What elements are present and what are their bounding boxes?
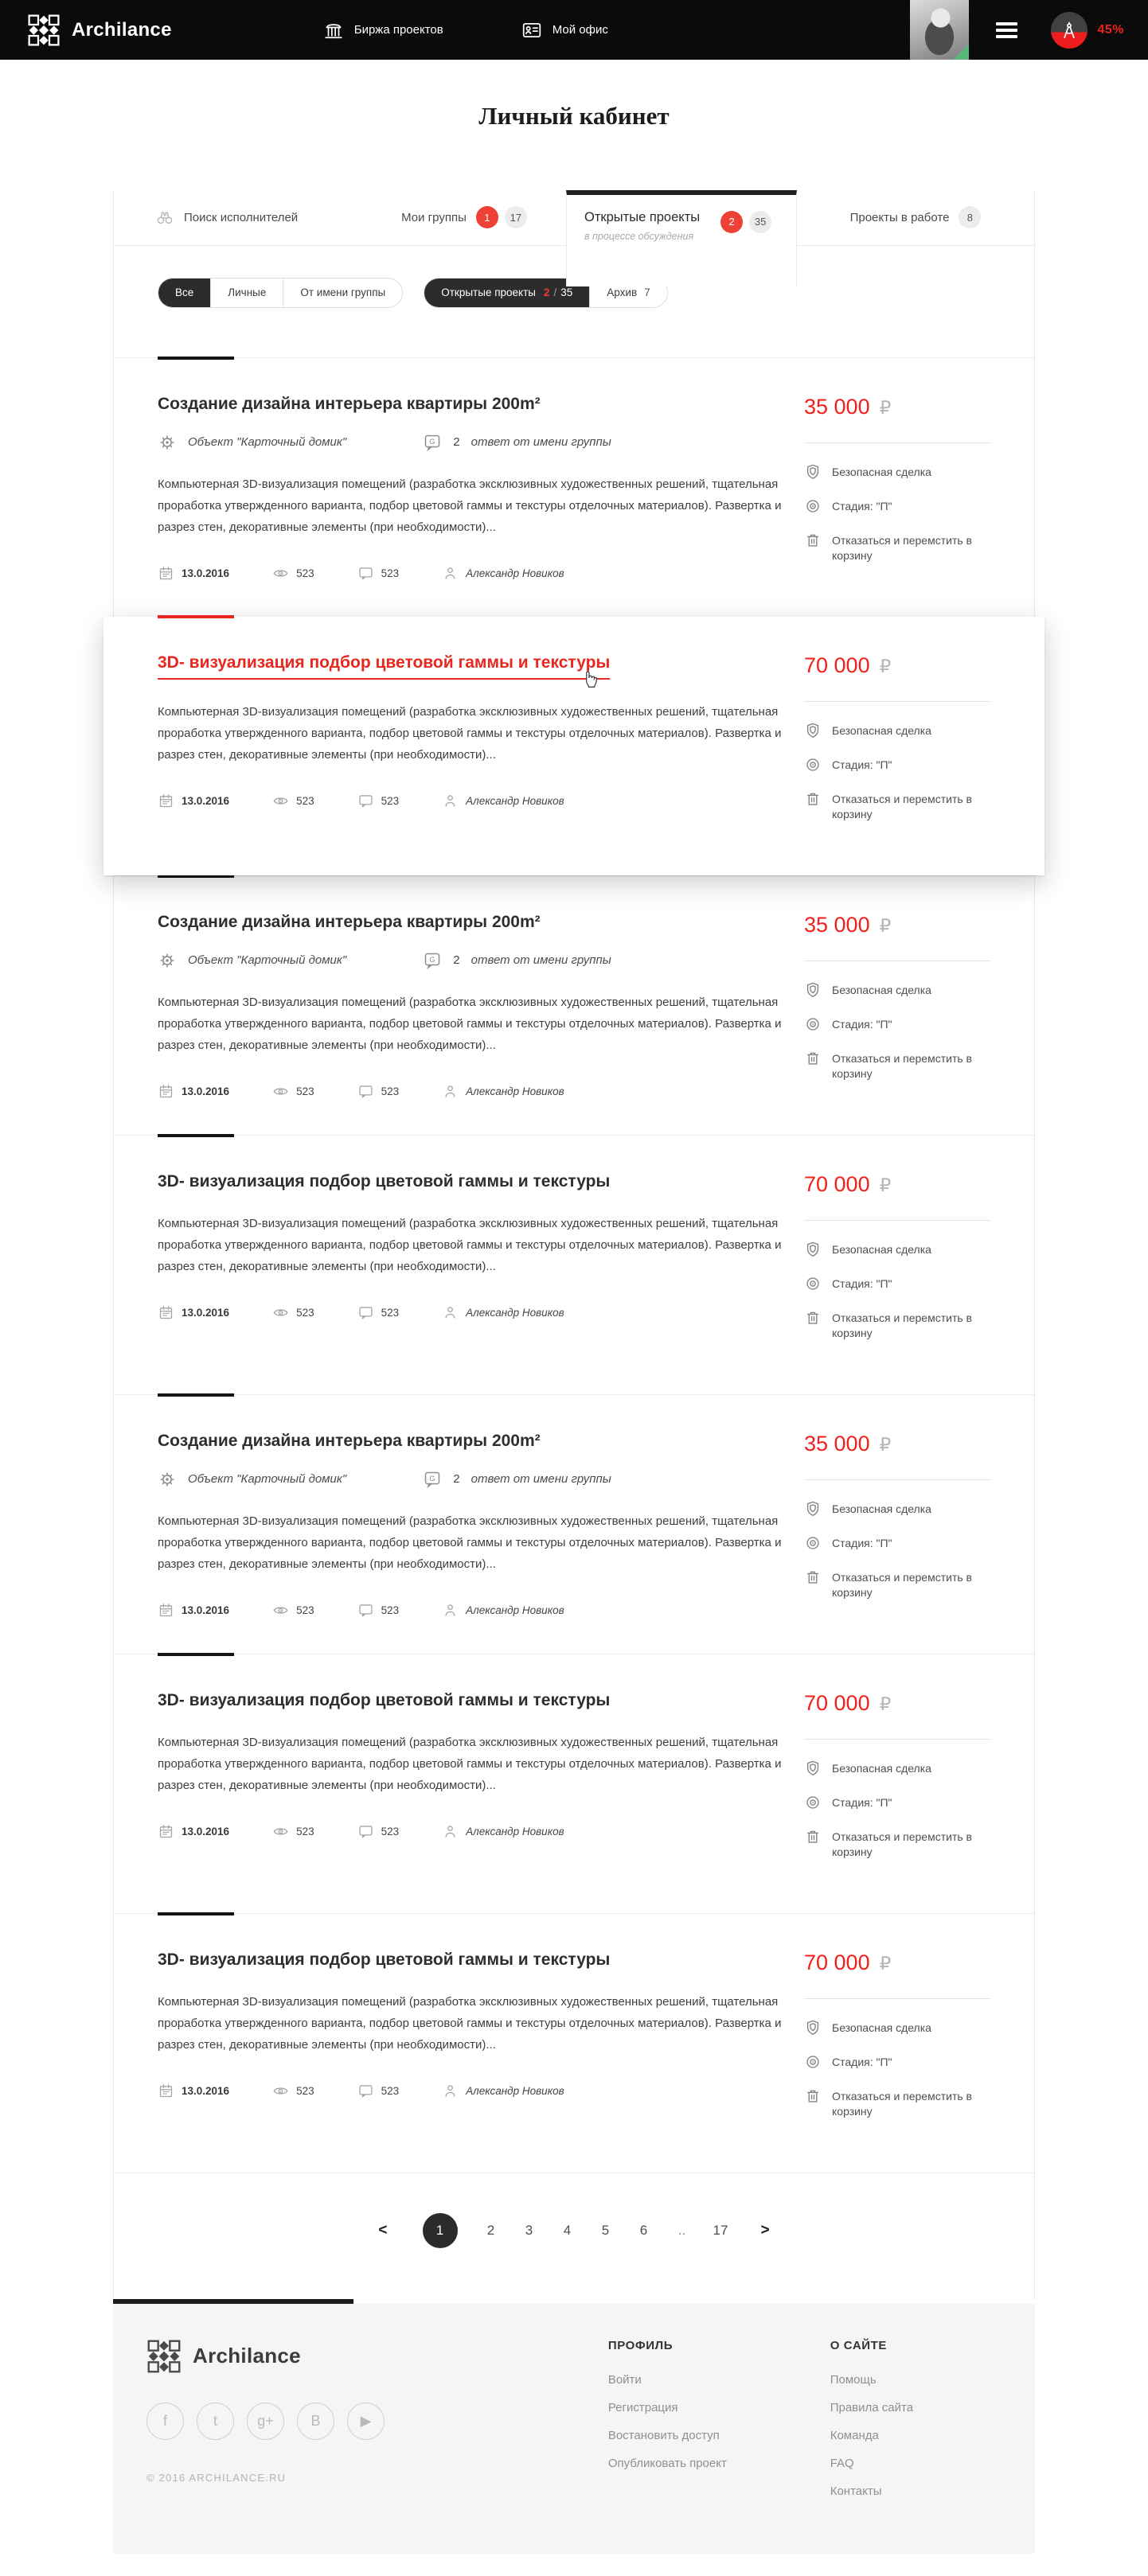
stage-label: Стадия: "П" xyxy=(804,2055,990,2071)
person-icon xyxy=(442,793,459,809)
hamburger-menu-icon[interactable] xyxy=(996,19,1017,41)
stat-comments: 523 xyxy=(357,565,400,582)
project-author-link[interactable]: Александр Новиков xyxy=(442,793,564,809)
stat-views: 523 xyxy=(272,1083,314,1100)
project-description: Компьютерная 3D-визуализация помещений (разработка эксклюзивных художественных решений, тщательная проработка утвержденного варианта, подбор цветовой гаммы и текстуры отделочных материалов). Развертка и разрез стен, декоративные элементы (при необходимости)... xyxy=(158,995,782,1052)
project-side-panel xyxy=(804,1951,990,2138)
footer-link-login[interactable]: Войти xyxy=(607,2372,642,2387)
stat-views: 523 xyxy=(272,1823,314,1840)
side-divider xyxy=(804,701,990,702)
person-icon xyxy=(442,1083,459,1100)
comment-icon xyxy=(357,1304,374,1321)
person-icon xyxy=(442,565,459,582)
trash-icon xyxy=(804,1828,822,1845)
project-side-panel xyxy=(804,1172,990,1359)
project-card xyxy=(114,357,1034,617)
target-icon xyxy=(804,497,822,515)
calendar-icon xyxy=(158,565,174,582)
project-object-link[interactable]: Объект "Карточный домик" xyxy=(158,433,346,452)
copyright: © 2016 ARCHILANCE.RU xyxy=(146,2471,287,2484)
safe-deal-label: Безопасная сделка xyxy=(804,983,990,999)
side-divider xyxy=(804,1739,990,1740)
stat-views: 523 xyxy=(272,565,314,582)
footer-link-team[interactable]: Команда xyxy=(830,2428,879,2442)
side-divider xyxy=(804,1998,990,1999)
target-icon xyxy=(804,1794,822,1811)
stat-date: 13.0.2016 xyxy=(158,565,229,582)
project-price: 35 000 ₽ xyxy=(804,1431,892,1456)
project-stats xyxy=(158,1304,791,1321)
gear-icon xyxy=(158,433,177,452)
nav-my-office[interactable]: Мой офис xyxy=(521,20,608,41)
project-side-panel xyxy=(804,1691,990,1878)
shield-icon xyxy=(804,1500,822,1518)
filter-personal[interactable]: Личные xyxy=(210,279,283,307)
badge-total: 35 xyxy=(749,211,771,233)
google-plus-icon[interactable]: g+ xyxy=(247,2403,284,2440)
shield-icon xyxy=(804,2019,822,2036)
profile-progress-percent: 45% xyxy=(1097,22,1124,37)
footer-col-profile-title: ПРОФИЛЬ xyxy=(607,2338,674,2352)
safe-deal-label: Безопасная сделка xyxy=(804,465,990,481)
currency-sign: ₽ xyxy=(879,1433,892,1455)
person-icon xyxy=(442,1304,459,1321)
shield-icon xyxy=(804,1760,822,1777)
project-side-panel xyxy=(804,1432,990,1619)
project-meta xyxy=(158,951,791,970)
comment-icon xyxy=(357,1823,374,1840)
group-replies-link[interactable]: 2 ответ от имени группы xyxy=(423,433,611,452)
project-meta xyxy=(158,433,791,452)
page-17[interactable]: 17 xyxy=(713,2222,728,2238)
side-divider xyxy=(804,442,990,443)
trash-icon xyxy=(804,1050,822,1067)
nav-project-exchange[interactable]: Биржа проектов xyxy=(323,20,443,41)
page-2[interactable]: 2 xyxy=(486,2222,495,2238)
tab-my-groups[interactable]: Мои группы 1 17 xyxy=(362,190,566,245)
stage-label: Стадия: "П" xyxy=(804,1795,990,1811)
footer-col-about-title: О САЙТЕ xyxy=(830,2338,887,2352)
behance-icon[interactable]: B xyxy=(297,2403,334,2440)
logo-grid-icon xyxy=(146,2339,182,2374)
pagination xyxy=(114,2173,1034,2299)
comment-icon xyxy=(357,1602,374,1619)
project-card xyxy=(114,1135,1034,1394)
project-description: Компьютерная 3D-визуализация помещений (разработка эксклюзивных художественных решений, тщательная проработка утвержденного варианта, подбор цветовой гаммы и текстуры отделочных материалов). Развертка и разрез стен, декоративные элементы (при необходимости)... xyxy=(158,1994,782,2052)
calendar-icon xyxy=(158,2083,174,2099)
eye-icon xyxy=(272,1304,289,1321)
project-description: Компьютерная 3D-визуализация помещений (разработка эксклюзивных художественных решений, тщательная проработка утвержденного варианта, подбор цветовой гаммы и текстуры отделочных материалов). Развертка и разрез стен, декоративные элементы (при необходимости)... xyxy=(158,704,782,762)
eye-icon xyxy=(272,1083,289,1100)
stat-views: 523 xyxy=(272,2083,314,2099)
page-1[interactable]: 1 xyxy=(423,2213,458,2248)
pagination-prev[interactable]: < xyxy=(378,2221,388,2239)
stage-label: Стадия: "П" xyxy=(804,1017,990,1033)
calendar-icon xyxy=(158,1602,174,1619)
shield-icon xyxy=(804,463,822,481)
project-title xyxy=(158,653,791,680)
chat-group-icon xyxy=(423,1470,442,1489)
discard-to-trash-button[interactable]: Отказаться и перемстить в корзину xyxy=(804,792,990,822)
profile-progress-circle[interactable] xyxy=(1051,12,1087,49)
shield-icon xyxy=(804,981,822,999)
project-title xyxy=(158,395,791,414)
project-title-link[interactable]: Создание дизайна интерьера квартиры 200m² xyxy=(158,1431,541,1450)
footer-link-rules[interactable]: Правила сайта xyxy=(830,2400,914,2414)
project-stats xyxy=(158,565,791,582)
eye-icon xyxy=(272,2083,289,2099)
project-title xyxy=(158,1691,791,1710)
project-stats xyxy=(158,1602,791,1619)
stat-comments: 523 xyxy=(357,1823,400,1840)
side-divider xyxy=(804,1220,990,1221)
page-6[interactable]: 6 xyxy=(639,2222,648,2238)
stat-comments: 523 xyxy=(357,793,400,809)
calendar-icon xyxy=(158,1083,174,1100)
eye-icon xyxy=(272,1823,289,1840)
project-title xyxy=(158,1951,791,1970)
project-stats xyxy=(158,793,791,809)
badge-total: 8 xyxy=(959,206,981,228)
side-divider xyxy=(804,1479,990,1480)
project-author-link[interactable]: Александр Новиков xyxy=(442,1823,564,1840)
brand-name: Archilance xyxy=(72,18,172,41)
project-price: 35 000 ₽ xyxy=(804,394,892,419)
discard-to-trash-button[interactable]: Отказаться и перемстить в корзину xyxy=(804,1570,990,1600)
eye-icon xyxy=(272,793,289,809)
discard-to-trash-button[interactable]: Отказаться и перемстить в корзину xyxy=(804,2089,990,2119)
footer-link-help[interactable]: Помощь xyxy=(830,2372,877,2387)
project-card xyxy=(114,1394,1034,1654)
calendar-icon xyxy=(158,793,174,809)
social-links xyxy=(146,2403,408,2440)
project-side-panel xyxy=(804,395,990,582)
tab-search-executors[interactable]: Поиск исполнителей xyxy=(114,190,362,245)
content-card xyxy=(113,190,1035,2299)
footer-link-contacts[interactable]: Контакты xyxy=(830,2484,882,2498)
eye-icon xyxy=(272,1602,289,1619)
stat-date: 13.0.2016 xyxy=(158,2083,229,2099)
project-card xyxy=(114,1913,1034,2173)
footer-brand[interactable]: Archilance xyxy=(146,2339,408,2374)
stat-comments: 523 xyxy=(357,1083,400,1100)
stat-date: 13.0.2016 xyxy=(158,1602,229,1619)
stage-label: Стадия: "П" xyxy=(804,1276,990,1292)
tab-open-projects[interactable]: Открытые проекты в процессе обсуждения 2 35 xyxy=(566,190,797,286)
project-side-panel xyxy=(804,653,990,840)
gear-icon xyxy=(158,951,177,970)
logo-grid-icon xyxy=(27,14,61,47)
footer-link-restore-access[interactable]: Востановить доступ xyxy=(607,2428,720,2442)
project-price: 70 000 ₽ xyxy=(804,653,892,677)
project-object-link[interactable]: Объект "Карточный домик" xyxy=(158,1470,346,1489)
stat-views: 523 xyxy=(272,793,314,809)
page-3[interactable]: 3 xyxy=(525,2222,533,2238)
project-author-link[interactable]: Александр Новиков xyxy=(442,1083,564,1100)
trash-icon xyxy=(804,2087,822,2105)
project-author-link[interactable]: Александр Новиков xyxy=(442,1602,564,1619)
currency-sign: ₽ xyxy=(879,396,892,418)
project-object-link[interactable]: Объект "Карточный домик" xyxy=(158,951,346,970)
stage-label: Стадия: "П" xyxy=(804,1536,990,1552)
youtube-icon[interactable]: ▶ xyxy=(347,2403,385,2440)
filter-from-group[interactable]: От имени группы xyxy=(283,279,402,307)
stat-comments: 523 xyxy=(357,1304,400,1321)
currency-sign: ₽ xyxy=(879,1952,892,1974)
project-title-link[interactable]: Создание дизайна интерьера квартиры 200m² xyxy=(158,912,541,931)
project-stats xyxy=(158,1823,791,1840)
target-icon xyxy=(804,1015,822,1033)
project-description: Компьютерная 3D-визуализация помещений (разработка эксклюзивных художественных решений, тщательная проработка утвержденного варианта, подбор цветовой гаммы и текстуры отделочных материалов). Развертка и разрез стен, декоративные элементы (при необходимости)... xyxy=(158,477,782,534)
person-icon xyxy=(442,1602,459,1619)
footer-link-publish-project[interactable]: Опубликовать проект xyxy=(607,2456,727,2470)
footer-link-faq[interactable]: FAQ xyxy=(830,2456,854,2470)
tabs-bar xyxy=(114,190,1034,246)
target-icon xyxy=(804,2053,822,2071)
project-price: 70 000 ₽ xyxy=(804,1171,892,1196)
project-price: 70 000 ₽ xyxy=(804,1690,892,1715)
trash-icon xyxy=(804,1569,822,1586)
page-4[interactable]: 4 xyxy=(563,2222,572,2238)
badge-total: 17 xyxy=(505,206,527,228)
target-icon xyxy=(804,756,822,774)
person-icon xyxy=(442,1823,459,1840)
discard-to-trash-button[interactable]: Отказаться и перемстить в корзину xyxy=(804,533,990,563)
project-title-link[interactable]: Создание дизайна интерьера квартиры 200m² xyxy=(158,394,541,413)
chat-group-icon xyxy=(423,951,442,970)
id-card-icon xyxy=(521,20,542,41)
compass-icon xyxy=(1059,20,1080,41)
binoculars-icon xyxy=(155,208,174,227)
trash-icon xyxy=(804,532,822,549)
currency-sign: ₽ xyxy=(879,914,892,936)
project-author-link[interactable]: Александр Новиков xyxy=(442,565,564,582)
comment-icon xyxy=(357,793,374,809)
project-price: 35 000 ₽ xyxy=(804,912,892,937)
project-meta xyxy=(158,1470,791,1489)
project-title xyxy=(158,1432,791,1451)
currency-sign: ₽ xyxy=(879,1174,892,1195)
top-header xyxy=(0,0,1148,60)
header-brand[interactable] xyxy=(27,14,172,47)
project-title xyxy=(158,913,791,932)
safe-deal-label: Безопасная сделка xyxy=(804,2021,990,2036)
tab-subtitle: в процессе обсуждения xyxy=(584,230,694,242)
scope-filter xyxy=(158,278,403,308)
shield-icon xyxy=(804,1241,822,1258)
stage-label: Стадия: "П" xyxy=(804,499,990,515)
badge-new: 1 xyxy=(476,206,498,228)
comment-icon xyxy=(357,565,374,582)
target-icon xyxy=(804,1275,822,1292)
facebook-icon[interactable]: f xyxy=(146,2403,184,2440)
footer-wrap xyxy=(113,2299,1035,2554)
project-stats xyxy=(158,2083,791,2099)
cursor-hand-icon xyxy=(580,668,600,692)
person-icon xyxy=(442,2083,459,2099)
project-stats xyxy=(158,1083,791,1100)
safe-deal-label: Безопасная сделка xyxy=(804,1761,990,1777)
stat-views: 523 xyxy=(272,1304,314,1321)
project-title-link[interactable]: 3D- визуализация подбор цветовой гаммы и текстуры xyxy=(158,653,610,680)
footer xyxy=(113,2304,1035,2554)
gear-icon xyxy=(158,1470,177,1489)
stat-views: 523 xyxy=(272,1602,314,1619)
comment-icon xyxy=(357,2083,374,2099)
project-card-hovered xyxy=(103,617,1045,875)
stat-date: 13.0.2016 xyxy=(158,1083,229,1100)
currency-sign: ₽ xyxy=(879,655,892,676)
pagination-ellipsis: .. xyxy=(677,2222,686,2238)
project-title xyxy=(158,1172,791,1191)
stat-comments: 523 xyxy=(357,1602,400,1619)
group-replies-link[interactable]: 2 ответ от имени группы xyxy=(423,1470,611,1489)
safe-deal-label: Безопасная сделка xyxy=(804,1242,990,1258)
page-5[interactable]: 5 xyxy=(601,2222,610,2238)
stage-label: Стадия: "П" xyxy=(804,758,990,774)
trash-icon xyxy=(804,790,822,808)
pagination-next[interactable]: > xyxy=(760,2221,770,2239)
project-author-link[interactable]: Александр Новиков xyxy=(442,1304,564,1321)
discard-to-trash-button[interactable]: Отказаться и перемстить в корзину xyxy=(804,1051,990,1081)
discard-to-trash-button[interactable]: Отказаться и перемстить в корзину xyxy=(804,1311,990,1341)
shield-icon xyxy=(804,722,822,739)
filter-all[interactable]: Все xyxy=(158,279,210,307)
filter-archive[interactable]: Архив 7 xyxy=(589,279,666,307)
calendar-icon xyxy=(158,1823,174,1840)
trash-icon xyxy=(804,1309,822,1327)
safe-deal-label: Безопасная сделка xyxy=(804,1502,990,1518)
project-description: Компьютерная 3D-визуализация помещений (разработка эксклюзивных художественных решений, тщательная проработка утвержденного варианта, подбор цветовой гаммы и текстуры отделочных материалов). Развертка и разрез стен, декоративные элементы (при необходимости)... xyxy=(158,1735,782,1792)
project-title-link[interactable]: 3D- визуализация подбор цветовой гаммы и текстуры xyxy=(158,1171,611,1191)
twitter-icon[interactable]: t xyxy=(197,2403,234,2440)
currency-sign: ₽ xyxy=(879,1693,892,1714)
project-price: 70 000 ₽ xyxy=(804,1950,892,1974)
header-right xyxy=(910,0,1148,60)
project-description: Компьютерная 3D-визуализация помещений (разработка эксклюзивных художественных решений, тщательная проработка утвержденного варианта, подбор цветовой гаммы и текстуры отделочных материалов). Развертка и разрез стен, декоративные элементы (при необходимости)... xyxy=(158,1514,782,1571)
comment-icon xyxy=(357,1083,374,1100)
discard-to-trash-button[interactable]: Отказаться и перемстить в корзину xyxy=(804,1830,990,1860)
safe-deal-label: Безопасная сделка xyxy=(804,723,990,739)
project-author-link[interactable]: Александр Новиков xyxy=(442,2083,564,2099)
filter-open-projects[interactable]: Открытые проекты 2 / 35 xyxy=(424,279,589,307)
chat-group-icon xyxy=(423,433,442,452)
user-avatar[interactable] xyxy=(910,0,969,60)
stat-date: 13.0.2016 xyxy=(158,1823,229,1840)
top-nav xyxy=(323,20,608,41)
badge-new: 2 xyxy=(720,211,743,233)
project-title-link[interactable]: 3D- визуализация подбор цветовой гаммы и текстуры xyxy=(158,1690,611,1709)
eye-icon xyxy=(272,565,289,582)
project-description: Компьютерная 3D-визуализация помещений (разработка эксклюзивных художественных решений, тщательная проработка утвержденного варианта, подбор цветовой гаммы и текстуры отделочных материалов). Развертка и разрез стен, декоративные элементы (при необходимости)... xyxy=(158,1216,782,1273)
stat-date: 13.0.2016 xyxy=(158,1304,229,1321)
footer-link-register[interactable]: Регистрация xyxy=(607,2400,678,2414)
tab-projects-in-work[interactable]: Проекты в работе 8 xyxy=(797,190,1034,245)
page-title: Личный кабинет xyxy=(478,101,670,130)
stat-date: 13.0.2016 xyxy=(158,793,229,809)
group-replies-link[interactable]: 2 ответ от имени группы xyxy=(423,951,611,970)
project-side-panel xyxy=(804,913,990,1100)
project-card xyxy=(114,1654,1034,1913)
bank-icon xyxy=(323,20,344,41)
calendar-icon xyxy=(158,1304,174,1321)
stat-comments: 523 xyxy=(357,2083,400,2099)
project-title-link[interactable]: 3D- визуализация подбор цветовой гаммы и текстуры xyxy=(158,1950,611,1969)
target-icon xyxy=(804,1534,822,1552)
project-card xyxy=(114,875,1034,1135)
